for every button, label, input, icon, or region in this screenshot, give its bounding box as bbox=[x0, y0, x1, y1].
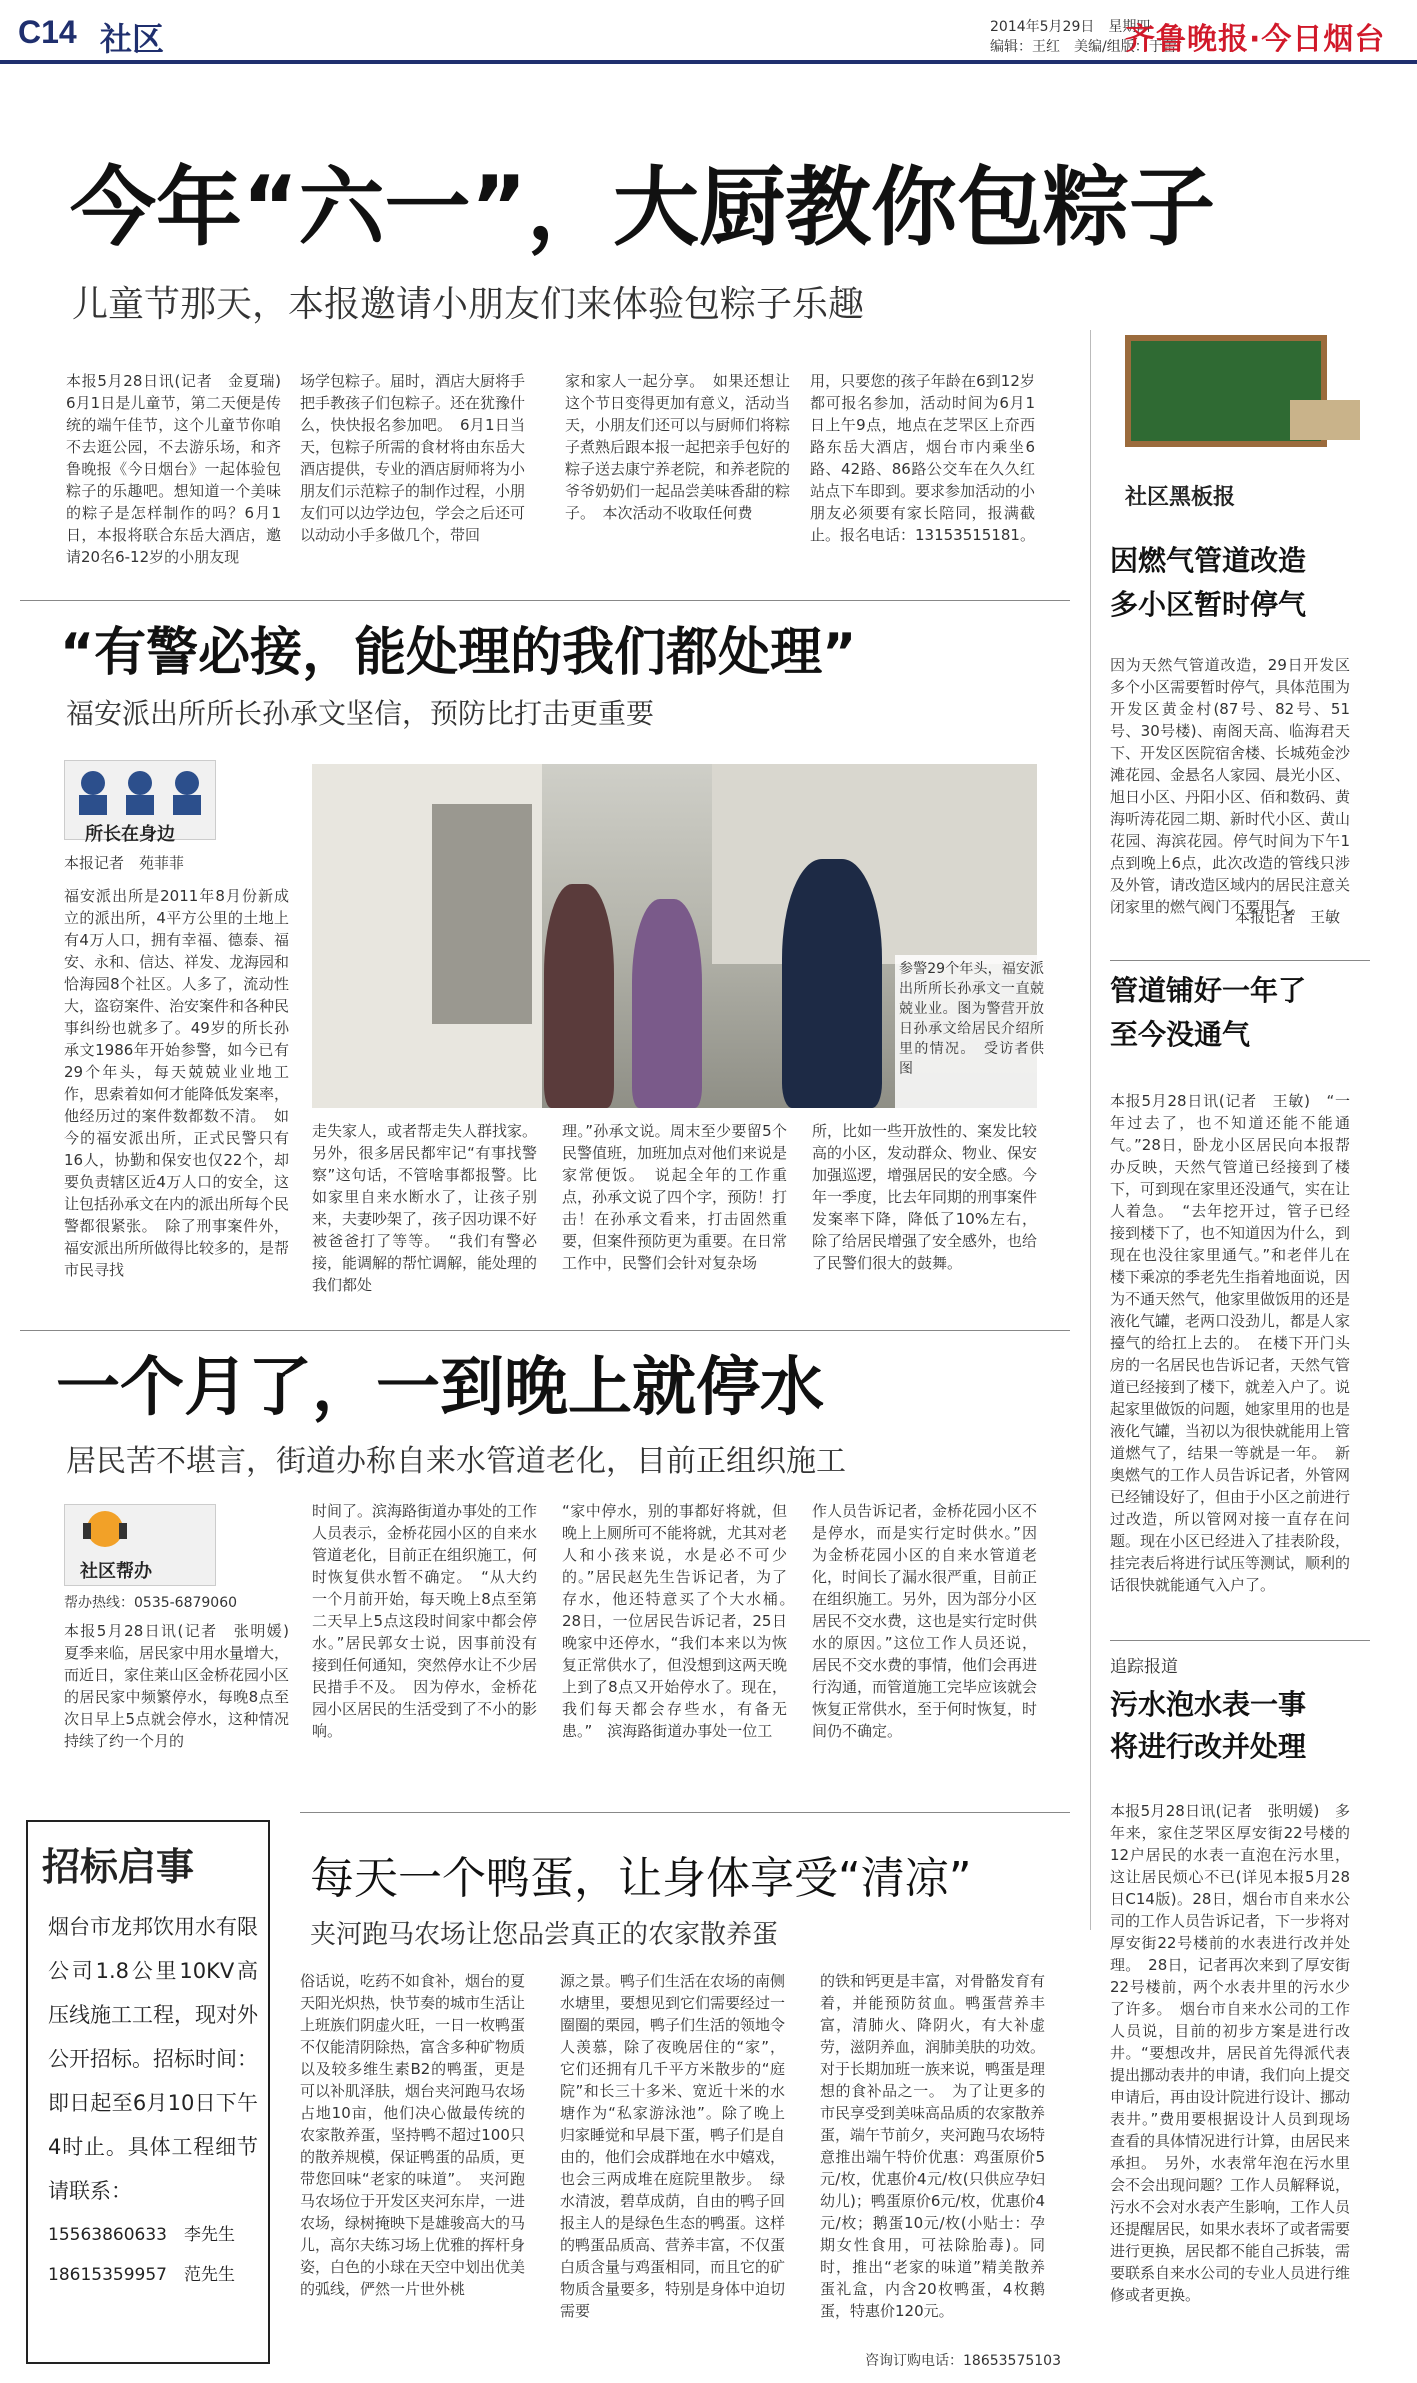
photo-caption: 参警29个年头，福安派出所所长孙承文一直兢兢业业。图为警营开放日孙承文给居民介绍所里的情况。 受访者供图 bbox=[895, 955, 1048, 1113]
contact-phone: 18615359957 bbox=[48, 2265, 167, 2285]
sidebar-item1-headline-line2: 多小区暂时停气 bbox=[1110, 588, 1307, 621]
help-hotline: 帮办热线：0535-6879060 bbox=[64, 1595, 238, 1611]
contact-name: 范先生 bbox=[183, 2265, 235, 2285]
article2-top-rule bbox=[20, 600, 1070, 601]
article1-headline: 今年“六一”，大厨教你包粽子 bbox=[70, 158, 1216, 258]
sidebar-divider bbox=[1090, 330, 1091, 1930]
article4-subheadline: 夹河跑马农场让您品尝真正的农家散养蛋 bbox=[310, 1920, 779, 1950]
tender-contact bbox=[28, 2255, 268, 2295]
article4-headline: 每天一个鸭蛋，让身体享受“清凉” bbox=[310, 1853, 972, 1904]
contact-phone: 15563860633 bbox=[48, 2225, 167, 2245]
article1-column-4: 用，只要您的孩子年龄在6到12岁都可报名参加，活动时间为6月1日上午9点，地点在芝罘区上夼西路东岳大酒店，烟台市内乘坐6路、42路、86路公交车在久久红站点下车即到。要求参加活动的小朋友必须要有家长陪同，报满截止。报名电话：13153515181。 bbox=[810, 372, 1036, 544]
article2-column-1: 福安派出所是2011年8月份新成立的派出所，4平方公里的土地上有4万人口，拥有幸福、德泰、福安、永和、信达、祥发、龙海园和恰海园8个社区。人多了，流动性大，盗窃案件、治安案件和各种民事纠纷也就多了。49岁的所长孙承文1986年开始参警，如今已有29个年头，每天兢兢业业地工作，思索着如何才能降低发案率，他经历过的案件数都数不清。 如今的福安派出所，正式民警只有16人，协勤和保安也仅22个，却要负责辖区近4万人口的安全，这让包括孙承文在内的派出所每个民警都很紧张。 除了刑事案件外，福安派出所所做得比较多的，是帮市民寻找 bbox=[64, 887, 290, 1279]
resident-figure bbox=[544, 884, 614, 1108]
sidebar-rule bbox=[1110, 960, 1370, 961]
sidebar-item2-body: 本报5月28日讯(记者 王敏) “一年过去了，也不知道还能不能通气。”28日，卧龙小区居民向本报帮办反映，天然气管道已经接到了楼下，可到现在家里还没通气，实在让人着急。 “去年挖开过，管子已经接到楼下了，也不知道因为什么，到现在也没往家里通气。”和老伴儿在楼下乘凉的季老先生指着地面说，因为不通天然气，他家里做饭用的还是液化气罐，老两口没劲儿，都是人家擡气的给扛上去的。 在楼下开门头房的一名居民也告诉记者，天然气管道已经接到了楼下，就差入户了。说起家里做饭的问题，她家里用的也是液化气罐，当初以为很快就能用上管道燃气了，结果一等就是一年。 新奥燃气的工作人员告诉记者，外管网已经铺设好了，但由于小区之前进行过改造，所以管网对接一直存在问题。现在小区已经进入了挂表阶段，挂完表后将进行试压等测试，顺利的话很快就能通气入户了。 bbox=[1110, 1092, 1351, 1594]
article2-column-4: 所，比如一些开放性的、案发比较高的小区，发动群众、物业、保安加强巡逻，增强居民的安全感。今年一季度，比去年同期的刑事案件发案率下降，降低了10%左右，除了给居民增强了安全感外，也给了民警们很大的鼓舞。 bbox=[812, 1122, 1038, 1272]
tender-contact bbox=[28, 2215, 268, 2255]
article3-headline: 一个月了，一到晚上就停水 bbox=[56, 1351, 824, 1425]
order-hotline: 咨询订购电话：18653575103 bbox=[865, 2353, 1061, 2369]
sidebar-rule bbox=[1110, 1640, 1370, 1641]
article1-column-2: 场学包粽子。届时，酒店大厨将手把手教孩子们包粽子。还在犹豫什么，快快报名参加吧。 6月1日当天，包粽子所需的食材将由东岳大酒店提供，专业的酒店厨师将为小朋友们示范粽子的制作过程，小朋友们可以边学边包，学会之后还可以动动小手多做几个，带回 bbox=[300, 372, 526, 544]
board-title: 社区黑板报 bbox=[1125, 485, 1236, 510]
sidebar-item3-headline-line2: 将进行改并处理 bbox=[1110, 1730, 1307, 1763]
doorway bbox=[432, 804, 532, 1024]
column-tag-director: 所长在身边 bbox=[85, 824, 175, 845]
tender-title: 招标启事 bbox=[42, 1845, 195, 1889]
article3-column-3: “家中停水，别的事都好将就，但晚上上厕所可不能将就，尤其对老人和小孩来说，水是必不可少的。”居民赵先生告诉记者，为了存水，他还特意买了个大水桶。 28日，一位居民告诉记者，25日晚家中还停水，“我们本来以为恢复正常供水了，但没想到这两天晚上到了8点又开始停水了。现在，我们每天都会存些水，有备无患。” 滨海路街道办事处一位工 bbox=[562, 1502, 803, 1740]
article2-byline: 本报记者 苑菲菲 bbox=[64, 854, 185, 872]
article3-column-1: 本报5月28日讯(记者 张明媛) 夏季来临，居民家中用水量增大，而近日，家住莱山区金桥花园小区的居民家中频繁停水，每晚8点至次日早上5点就会停水，这种情况持续了约一个月的 bbox=[64, 1622, 305, 1750]
column-tag-help: 社区帮办 bbox=[80, 1561, 152, 1582]
article4-column-2: 源之景。鸭子们生活在农场的南侧水塘里，要想见到它们需要经过一圈圈的栗园，鸭子们生活的领地令人羡慕，除了夜晚居住的“家”，它们还拥有几千平方米散步的“庭院”和长三十多米、宽近十米的水塘作为“私家游泳池”。除了晚上归家睡觉和早晨下蛋，鸭子们是自由的，他们会成群地在水中嬉戏，也会三两成堆在庭院里散步。 绿水清波，碧草成荫，自由的鸭子回报主人的是绿色生态的鸭蛋。这样的鸭蛋品质高、营养丰富，不仅蛋白质含量与鸡蛋相同，而且它的矿物质含量要多，特别是身体中迫切需要 bbox=[560, 1972, 786, 2320]
section-name: 社区 bbox=[100, 20, 165, 58]
article3-column-2: 时间了。滨海路街道办事处的工作人员表示，金桥花园小区的自来水管道老化，目前正在组织施工，何时恢复供水暂不确定。 “从大约一个月前开始，每天晚上8点至第二天早上5点这段时间家中都会停水。”居民郭女士说，因事前没有接到任何通知，突然停水让不少居民措手不及。 因为停水，金桥花园小区居民的生活受到了不小的影响。 bbox=[312, 1502, 538, 1740]
sidebar-item3-headline-line1: 污水泡水表一事 bbox=[1110, 1688, 1307, 1721]
article3-column-4: 作人员告诉记者，金桥花园小区不是停水，而是实行定时供水。”因为金桥花园小区的自来水管道老化，时间长了漏水很严重，目前正在组织施工。另外，因为部分小区居民不交水费，这也是实行定时供水的原因。”这位工作人员还说，居民不交水费的事情，他们会再进行沟通，而管道施工完毕应该就会恢复正常供水，至于何时恢复，时间仍不确定。 bbox=[812, 1502, 1038, 1740]
books-icon bbox=[1290, 400, 1360, 440]
article3-subheadline: 居民苦不堪言，街道办称自来水管道老化，目前正组织施工 bbox=[66, 1444, 846, 1479]
article2-headline: “有警必接，能处理的我们都处理” bbox=[60, 623, 857, 683]
sidebar-item3-tag: 追踪报道 bbox=[1110, 1657, 1178, 1677]
editors-credit: 编辑：王红 美编/组版：于蕾 bbox=[990, 39, 1177, 55]
resident-figure bbox=[632, 899, 702, 1108]
article1-subheadline: 儿童节那天，本报邀请小朋友们来体验包粽子乐趣 bbox=[72, 284, 865, 325]
article1-column-3: 家和家人一起分享。 如果还想让这个节日变得更加有意义，活动当天，小朋友们还可以与厨师们将粽子煮熟后跟本报一起把亲手包好的粽子送去康宁养老院，和养老院的爷爷奶奶们一起品尝美味香甜的粽子。 本次活动不收取任何费 bbox=[565, 372, 791, 522]
page-number: C14 bbox=[18, 14, 77, 50]
police-officer-figure bbox=[782, 859, 882, 1108]
article2-subheadline: 福安派出所所长孙承文坚信，预防比打击更重要 bbox=[66, 697, 655, 730]
article1-column-1: 本报5月28日讯(记者 金夏瑞) 6月1日是儿童节，第二天便是传统的端午佳节，这个儿童节你咱不去逛公园，不去游乐场，和齐鲁晚报《今日烟台》一起体验包粽子的乐趣吧。想知道一个美味的粽子是怎样制作的吗？6月1日，本报将联合东岳大酒店，邀请20名6-12岁的小朋友现 bbox=[66, 372, 297, 566]
tender-body: 烟台市龙邦饮用水有限公司1.8公里10KV高压线施工工程，现对外公开招标。招标时间：即日起至6月10日下午4时止。具体工程细节请联系： bbox=[48, 1915, 258, 2203]
sidebar-item1-byline: 本报记者 王敏 bbox=[1235, 908, 1341, 926]
police-officers-icon bbox=[64, 760, 216, 845]
contact-name: 李先生 bbox=[183, 2225, 235, 2245]
community-help-badge bbox=[64, 1504, 216, 1586]
article4-top-rule bbox=[300, 1812, 1070, 1813]
header-rule bbox=[0, 60, 1417, 64]
sidebar-item2-headline-line2: 至今没通气 bbox=[1110, 1018, 1251, 1051]
issue-date: 2014年5月29日 星期四 bbox=[990, 19, 1151, 35]
tender-notice-box bbox=[26, 1820, 270, 2364]
article4-column-3: 的铁和钙更是丰富，对骨骼发育有着，并能预防贫血。鸭蛋营养丰富，清肺火、降阴火，有大补虚劳，滋阴养血，润肺美肤的功效。对于长期加班一族来说，鸭蛋是理想的食补品之一。 为了让更多的市民享受到美味高品质的农家散养蛋，端午节前夕，夹河跑马农场特意推出端午特价优惠：鸡蛋原价5元/枚，优惠价4元/枚(只供应孕妇幼儿)；鸭蛋原价6元/枚，优惠价4元/枚；鹅蛋10元/枚(小贴士：孕期女性食用，可祛除胎毒)。同时，推出“老家的味道”精美散养蛋礼盒，内含20枚鸭蛋，4枚鹅蛋，特惠价120元。 bbox=[820, 1972, 1046, 2320]
article2-column-2: 走失家人，或者帮走失人群找家。另外，很多居民都牢记“有事找警察”这句话，不管啥事都报警。比如家里自来水断水了，让孩子别来，夫妻吵架了，孩子因功课不好被爸爸打了等等。 “我们有警必接，能调解的帮忙调解，能处理的我们都处 bbox=[312, 1122, 538, 1294]
article2-column-3: 理。”孙承文说。周末至少要留5个民警值班，加班加点对他们来说是家常便饭。 说起全年的工作重点，孙承文说了四个字，预防！打击！在孙承文看来，打击固然重要，但案件预防更为重要。在日常工作中，民警们会针对复杂场 bbox=[562, 1122, 788, 1272]
sidebar-item2-headline-line1: 管道铺好一年了 bbox=[1110, 974, 1307, 1007]
newspaper-brand: 齐鲁晚报·今日烟台 bbox=[1125, 22, 1386, 57]
sidebar-item1-headline-line1: 因燃气管道改造 bbox=[1110, 544, 1307, 577]
sidebar-item3-body: 本报5月28日讯(记者 张明媛) 多年来，家住芝罘区厚安街22号楼的12户居民的水表一直泡在污水里，这让居民烦心不已(详见本报5月28日C14版)。28日，烟台市自来水公司的工作人员告诉记者，下一步将对厚安街22号楼前的水表进行改并处理。 28日，记者再次来到了厚安街22号楼前，两个水表井里的污水少了许多。 烟台市自来水公司的工作人员说，目前的初步方案是进行改井。“要想改井，居民首先得派代表提出挪动表井的申请，我们向上提交申请后，再由设计院进行设计、挪动表井。”费用要根据设计人员到现场查看的具体情况进行计算，由居民来承担。 另外，水表常年泡在污水里会不会出现问题？工作人员解释说，污水不会对水表产生影响，工作人员还提醒居民，如果水表坏了或者需要进行更换，居民都不能自己拆装，需要联系自来水公司的专业人员进行维修或者更换。 bbox=[1110, 1802, 1351, 2304]
article4-column-1: 俗话说，吃药不如食补，烟台的夏天阳光炽热，快节奏的城市生活让上班族们阴虚火旺，一日一枚鸭蛋不仅能清阴除热，富含多种矿物质以及较多维生素B2的鸭蛋，更是可以补肌泽肤，烟台夹河跑马农场占地10亩，他们决心做最传统的农家散养蛋，坚持鸭不超过100只的散养规模，保证鸭蛋的品质，更带您回味“老家的味道”。 夹河跑马农场位于开发区夹河东岸，一进农场，绿树掩映下是雄骏高大的马儿，高尔夫练习场上优雅的挥杆身姿，白色的小球在天空中划出优美的弧线，俨然一片世外桃 bbox=[300, 1972, 526, 2298]
sidebar-item1-body: 因为天然气管道改造，29日开发区多个小区需要暂时停气，具体范围为开发区黄金村(87号、82号、51号、30号楼)、南阁天高、临海君天下、开发区医院宿舍楼、长城苑金沙滩花园、金悬名人家园、晨光小区、旭日小区、丹阳小区、佰和数码、黄海听涛花园二期、新时代小区、黄山花园、海滨花园。停气时间为下午1点到晚上6点，此次改造的管线只涉及外管，请改造区域内的居民注意关闭家里的燃气阀门不要用气。 bbox=[1110, 656, 1351, 916]
article3-top-rule bbox=[20, 1330, 1070, 1331]
